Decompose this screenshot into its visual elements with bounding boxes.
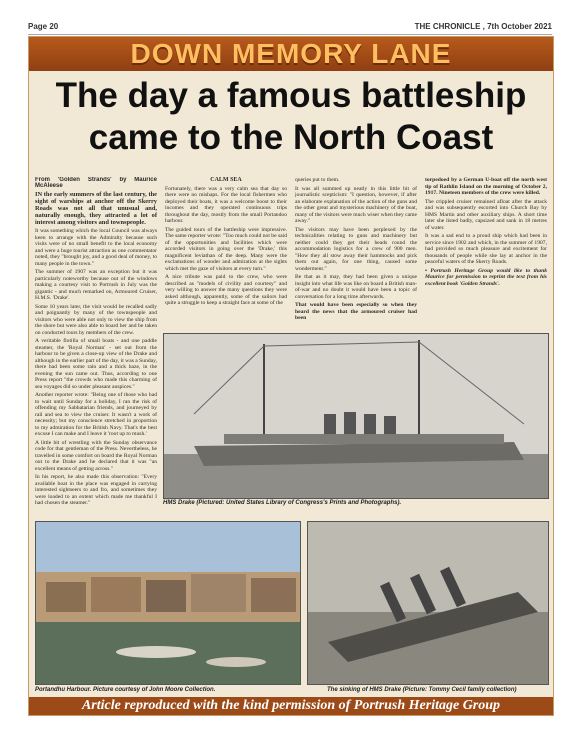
paper-title-date: THE CHRONICLE , 7th October 2021 — [414, 22, 552, 31]
paragraph: The crippled cruiser remained afloat after the attack and was subsequently escorted into Church Bay by HMS Martin and other auxiliary ships. A short time later she listed badly, capsized and sank in 18 metres of water. — [425, 198, 547, 231]
sinking-illustration — [308, 522, 548, 684]
section-title: DOWN MEMORY LANE — [130, 38, 452, 69]
acknowledgement: • Portrush Heritage Group would like to thank Maurice for permission to reprint the text from his excellent book 'Golden Strands'. — [425, 267, 547, 287]
caption-sinking: The sinking of HMS Drake (Picture: Tommy Cecil family collection) — [327, 687, 517, 693]
page-header — [28, 22, 552, 35]
paragraph: It was all summed up neatly in this little bit of journalistic scepticism: "I question, however, if after an elaborate explanation of the action of the guns and the other great and mysterious machinery of the boat, many of the visitors were much wiser when they came away." — [295, 185, 417, 224]
paragraph: Fortunately, there was a very calm sea that day so there were no mishaps. For the local fishermen who deployed their boats, it was a welcome boost to their incomes and they operated continuous trips throughout the day, mostly from the small Portandoo harbour. — [165, 185, 287, 224]
article-column-4 — [425, 177, 547, 323]
photo-sinking-drake — [307, 521, 549, 685]
byline: From 'Golden Strands' by Maurice McAleese — [35, 177, 157, 189]
article-column-3 — [295, 177, 417, 323]
footer-text: Article reproduced with the kind permission of Portrush Heritage Group — [81, 698, 501, 713]
harbour-illustration — [36, 522, 300, 684]
lead-paragraph: IN the early summers of the last century, the sight of warships at anchor off the Skerry Roads was not all that unusual and, naturally enough, they attracted a lot of interest among visitors and townspeople. — [35, 191, 157, 226]
paragraph: A veritable flotilla of small boats - and one paddle steamer, the 'Royal Norman' - set out from the harbour to be given a close-up view of the Drake and although in the earlier part of the day, it was a Sunday, there had been some rain and a thick haze, in the evening the sun came out. Thus, according to one Press report "the crowds who made this charming of sea voyages did so under pleasant auspices." — [35, 338, 157, 390]
article-frame — [28, 36, 554, 716]
paragraph: Be that as it may, they had been given a unique insight into what life was like on board a British man-of-war and no doubt it would have been a topic of conversation for a long time afterwards. — [295, 274, 417, 300]
paragraph: In his report, he also made this observation: "Every available boat in the place was engaged in carrying interested sightseers to and fro, and sometimes they were loaded to an extent which made me thankful I had chosen the steamer." — [35, 474, 157, 506]
photo-portandhu-harbour — [35, 521, 301, 685]
paragraph: The guided tours of the battleship were impressive. The same reporter wrote: "Too much could not be said of the opportunities and facilities which were accorded visitors in going over the 'Drake,' this magnificent leviathan of the deep. Many were the exclamations of wonder and admiration at the sights which met the gaze of visitors at every turn." — [165, 226, 287, 272]
paragraph: It was something which the local Council was always keen to arrange with the Admiralty because such visits were of no small benefit to the local economy and were a huge tourist attraction as one commentator noted, they "brought joy, and a good deal of money, to many people in the town." — [35, 228, 157, 267]
paragraph: queries put to them. — [295, 177, 340, 183]
caption-hms-drake: HMS Drake (Pictured: United States Library of Congress's Prints and Photographs). — [163, 500, 402, 506]
headline: The day a famous battleship came to the North Coast — [55, 76, 527, 157]
section-banner — [29, 37, 553, 71]
paragraph: Some 10 years later, the visit would be recalled sadly and poignantly by many of the townspeople and visitors who were able not only to view the ship from the shore but were also able to board her and be taken on conducted tours by members of the crew. — [35, 303, 157, 336]
photo-hms-drake — [163, 333, 549, 499]
paragraph: It was a sad end to a proud ship which had been in service since 1902 and which, in the summer of 1907, had provided so much pleasure and excitement for thousands of people while she lay at anchor in the peaceful waters of the Skerry Roads. — [425, 233, 547, 265]
caption-harbour: Portandhu Harbour. Picture courtesy of John Moore Collection. — [35, 687, 216, 693]
paragraph: The visitors may have been perplexed by the technicalities relating to guns and machinery but neither could they get their heads round the accommodation logistics for a crew of 900 men. "How they all stow away their hammocks and pick them out again, for one thing, caused some wonderment." — [295, 226, 417, 272]
paragraph: Another reporter wrote: "Being one of those who had to wait until Sunday for a holiday, I ran the risk of offending my Sabbatarian friends, and journeyed by rail and sea to view the cruiser. It wasn't a work of necessity; but my conscience stretched in proportion to my admiration for the British Navy. That's the best excuse I can make and I leave it 'root up to mush.' — [35, 392, 157, 437]
article-column-2 — [165, 177, 287, 323]
paragraph: torpedoed by a German U-boat off the north west tip of Rathlin Island on the morning of October 2, 1917. Nineteen members of the crew were killed. — [425, 177, 547, 196]
subheading: CALM SEA — [210, 177, 242, 183]
paragraph: The summer of 1907 was an exception but it was particularly noteworthy because out of the windows making a courtesy visit to Portrush in July was the gigantic - and much remarked on, Armoured Cruiser, H.M.S. 'Drake'. — [35, 269, 157, 301]
paragraph: A nice tribute was paid to the crew, who were described as "models of civility and courtesy" and very willing to answer the many questions they were asked although, apparently, some of the sailors had quite a struggle to keep a straight face at some of the — [165, 274, 287, 306]
paragraph: A little bit of wrestling with the Sunday observance code for that gentleman of the Press. Nevertheless, he travelled in some comfort on board the Royal Norman out to the Drake and he declared that it was "an excellent means of getting across." — [35, 439, 157, 472]
page-number: Page 20 — [28, 22, 59, 31]
footer-banner — [29, 697, 553, 715]
paragraph: That would have been especially so when they heard the news that the armoured cruiser had been — [295, 302, 417, 321]
battleship-illustration — [164, 334, 548, 498]
